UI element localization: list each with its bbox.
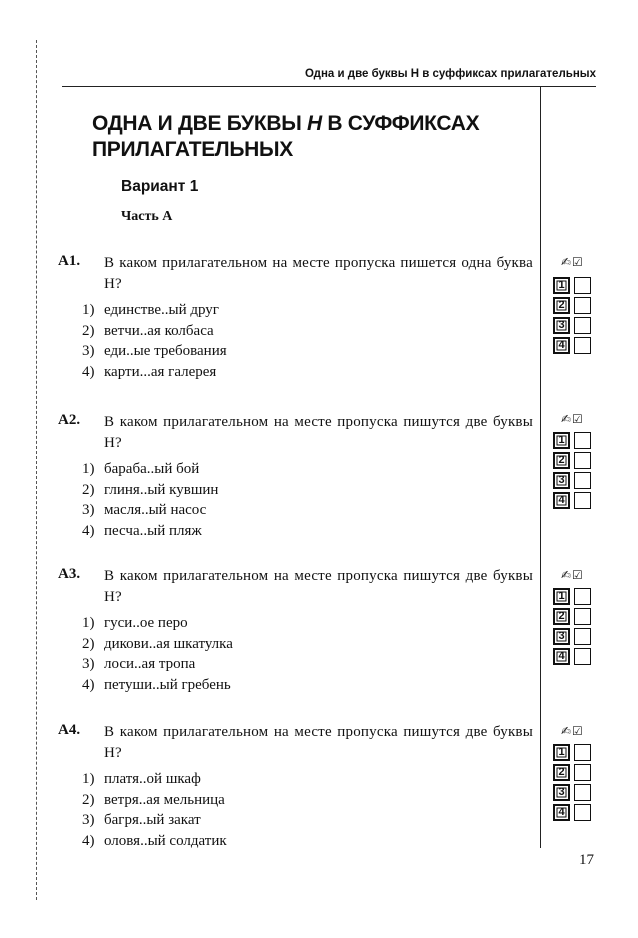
- task-question: В каком прилагательном на месте пропуска пишутся две буквы Н?: [104, 414, 533, 451]
- answer-number-box: 2: [553, 452, 570, 469]
- option-text: лоси..ая тропа: [104, 656, 196, 672]
- option-item: [58, 300, 533, 321]
- option-item: [58, 613, 533, 634]
- answer-checkbox[interactable]: [574, 277, 591, 294]
- option-item: [58, 654, 533, 675]
- option-item: [58, 362, 533, 383]
- answer-number-box: 2: [553, 297, 570, 314]
- option-item: [58, 521, 533, 542]
- answer-number-box: 1: [553, 277, 570, 294]
- pencil-check-icon: ✍☑: [561, 724, 584, 738]
- answer-checkbox[interactable]: [574, 648, 591, 665]
- answer-checkbox[interactable]: [574, 764, 591, 781]
- answer-number-box: 2: [553, 608, 570, 625]
- option-text: глиня..ый кувшин: [104, 481, 219, 498]
- option-number: 4): [82, 832, 95, 849]
- answer-checkbox[interactable]: [574, 297, 591, 314]
- option-text: оловя..ый солдатик: [104, 832, 227, 849]
- running-head: Одна и две буквы Н в суффиксах прилагательных: [305, 68, 596, 80]
- answer-row: [553, 337, 597, 354]
- option-item: [58, 675, 533, 696]
- page-number: 17: [579, 852, 594, 868]
- answer-number-box: 2: [553, 764, 570, 781]
- option-text: бараба..ый бой: [104, 461, 200, 477]
- option-item: [58, 321, 533, 342]
- answer-row: [553, 317, 597, 334]
- answer-checkbox[interactable]: [574, 784, 591, 801]
- answer-checkbox[interactable]: [574, 472, 591, 489]
- option-text: еди..ые требования: [104, 343, 227, 359]
- answer-row: [553, 277, 597, 294]
- task-number: А1.: [58, 253, 81, 269]
- title-line-2: ПРИЛАГАТЕЛЬНЫХ: [92, 138, 293, 161]
- option-text: единстве..ый друг: [104, 302, 219, 318]
- variant-heading: Вариант 1: [121, 178, 199, 195]
- cut-line: [36, 40, 37, 900]
- answer-row: [553, 452, 597, 469]
- title-part-1: ОДНА И ДВЕ БУКВЫ: [92, 112, 307, 135]
- answer-row: [553, 432, 597, 449]
- answer-row: [553, 628, 597, 645]
- option-text: багря..ый закат: [104, 812, 201, 828]
- option-number: 1): [82, 461, 95, 477]
- option-text: гуси..ое перо: [104, 615, 188, 631]
- answer-row: [553, 608, 597, 625]
- option-list: [58, 459, 533, 541]
- answer-row: [553, 297, 597, 314]
- task-a2: [58, 412, 533, 541]
- answer-checkbox[interactable]: [574, 432, 591, 449]
- answer-number-box: 4: [553, 804, 570, 821]
- title-italic-letter: Н: [307, 112, 322, 135]
- answer-row: [553, 648, 597, 665]
- pencil-check-icon: ✍☑: [561, 412, 584, 426]
- option-number: 3): [82, 502, 95, 518]
- task-number: А4.: [58, 722, 81, 738]
- task-a3: [58, 566, 533, 695]
- answer-row: [553, 764, 597, 781]
- task-a1: [58, 253, 533, 382]
- option-item: [58, 341, 533, 362]
- option-number: 2): [82, 635, 95, 652]
- option-number: 1): [82, 302, 95, 318]
- answer-number-box: 3: [553, 472, 570, 489]
- answer-checkbox[interactable]: [574, 452, 591, 469]
- answer-row: [553, 492, 597, 509]
- answer-number-box: 3: [553, 784, 570, 801]
- option-item: [58, 634, 533, 655]
- option-item: [58, 790, 533, 811]
- answer-number-box: 4: [553, 337, 570, 354]
- option-number: 2): [82, 322, 95, 339]
- answer-row: [553, 588, 597, 605]
- answer-checkbox[interactable]: [574, 492, 591, 509]
- answer-checkbox[interactable]: [574, 804, 591, 821]
- answer-column-rule: [540, 86, 541, 848]
- option-item: [58, 459, 533, 480]
- answer-checkbox[interactable]: [574, 588, 591, 605]
- option-text: петуши..ый гребень: [104, 676, 231, 693]
- option-text: платя..ой шкаф: [104, 771, 201, 787]
- option-number: 4): [82, 363, 95, 380]
- answer-row: [553, 784, 597, 801]
- option-list: [58, 300, 533, 382]
- answer-checkbox[interactable]: [574, 744, 591, 761]
- option-list: [58, 613, 533, 695]
- answer-row: [553, 744, 597, 761]
- option-text: масля..ый насос: [104, 502, 207, 518]
- task-question: В каком прилагательном на месте пропуска пишутся две буквы Н?: [104, 568, 533, 605]
- option-text: песча..ый пляж: [104, 522, 202, 539]
- task-a4: [58, 722, 533, 851]
- option-number: 1): [82, 615, 95, 631]
- answer-number-box: 3: [553, 628, 570, 645]
- answer-row: [553, 804, 597, 821]
- title-part-2: В СУФФИКСАХ: [321, 112, 480, 135]
- task-question: В каком прилагательном на месте пропуска пишется одна буква Н?: [104, 255, 533, 292]
- answer-number-box: 1: [553, 744, 570, 761]
- pencil-check-icon: ✍☑: [561, 568, 584, 582]
- option-number: 2): [82, 481, 95, 498]
- answer-checkbox[interactable]: [574, 628, 591, 645]
- option-item: [58, 831, 533, 852]
- option-number: 4): [82, 522, 95, 539]
- header-rule: [62, 86, 596, 87]
- page-title: [92, 111, 532, 163]
- option-text: карти...ая галерея: [104, 363, 217, 380]
- option-text: дикови..ая шкатулка: [104, 635, 233, 652]
- option-text: ветчи..ая колбаса: [104, 322, 214, 339]
- pencil-check-icon: ✍☑: [561, 255, 584, 269]
- option-item: [58, 769, 533, 790]
- option-number: 4): [82, 676, 95, 693]
- answer-row: [553, 472, 597, 489]
- answer-checkbox[interactable]: [574, 608, 591, 625]
- option-text: ветря..ая мельница: [104, 791, 225, 808]
- task-number: А3.: [58, 566, 81, 582]
- option-number: 1): [82, 771, 95, 787]
- option-number: 3): [82, 812, 95, 828]
- answer-number-box: 1: [553, 432, 570, 449]
- option-item: [58, 810, 533, 831]
- option-item: [58, 500, 533, 521]
- option-number: 3): [82, 656, 95, 672]
- task-number: А2.: [58, 412, 81, 428]
- answer-number-box: 1: [553, 588, 570, 605]
- option-number: 3): [82, 343, 95, 359]
- answer-checkbox[interactable]: [574, 337, 591, 354]
- task-question: В каком прилагательном на месте пропуска пишутся две буквы Н?: [104, 724, 533, 761]
- answer-number-box: 3: [553, 317, 570, 334]
- option-item: [58, 480, 533, 501]
- option-list: [58, 769, 533, 851]
- answer-checkbox[interactable]: [574, 317, 591, 334]
- option-number: 2): [82, 791, 95, 808]
- part-heading: Часть А: [121, 209, 173, 224]
- answer-number-box: 4: [553, 492, 570, 509]
- answer-number-box: 4: [553, 648, 570, 665]
